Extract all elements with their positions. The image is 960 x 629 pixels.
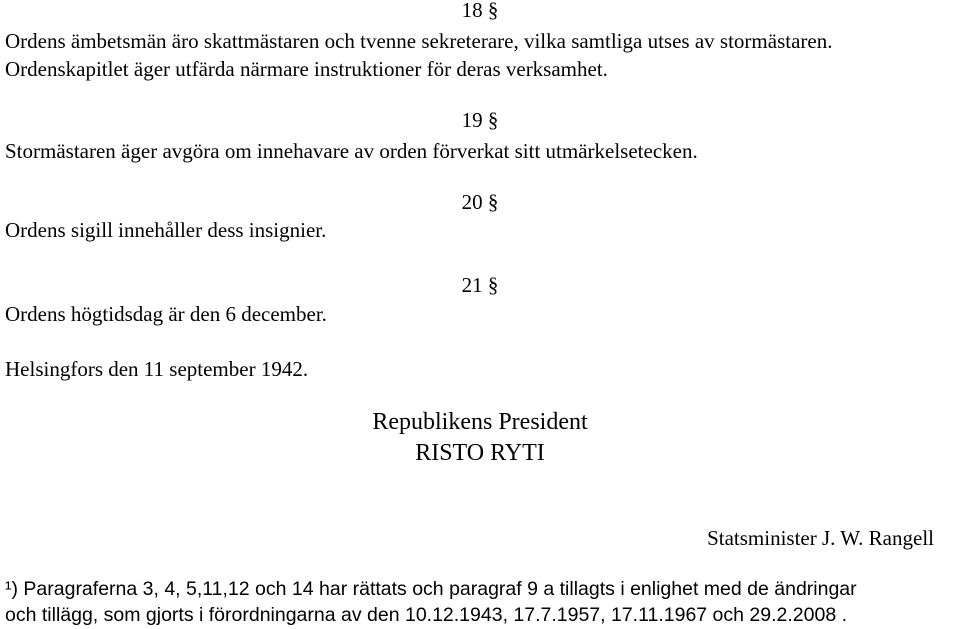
footnote-line-1: ¹) Paragraferna 3, 4, 5,11,12 och 14 har rättats och paragraf 9 a tillagts i enlighet med de ändringar bbox=[5, 578, 857, 600]
section-18-paragraph-1: Ordens ämbetsmän äro skattmästaren och tvenne sekreterare, vilka samtliga utses av stormästaren. bbox=[5, 29, 833, 53]
president-title: Republikens President bbox=[372, 409, 588, 435]
section-20-heading: 20 § bbox=[461, 190, 499, 214]
president-name: RISTO RYTI bbox=[415, 440, 545, 466]
countersignature: Statsminister J. W. Rangell bbox=[707, 526, 934, 550]
section-19-paragraph-1: Stormästaren äger avgöra om innehavare av orden förverkat sitt utmärkelsetecken. bbox=[5, 139, 698, 163]
section-19-heading: 19 § bbox=[461, 108, 499, 132]
section-18-paragraph-2: Ordenskapitlet äger utfärda närmare instruktioner för deras verksamhet. bbox=[5, 57, 608, 81]
footnote-line-2: och tillägg, som gjorts i förordningarna av den 10.12.1943, 17.7.1957, 17.11.1967 och 29.2.2008 . bbox=[5, 604, 847, 626]
section-21-paragraph-1: Ordens högtidsdag är den 6 december. bbox=[5, 302, 327, 326]
section-18-heading: 18 § bbox=[461, 0, 499, 22]
section-21-heading: 21 § bbox=[461, 273, 499, 297]
section-20-paragraph-1: Ordens sigill innehåller dess insignier. bbox=[5, 218, 327, 242]
place-date: Helsingfors den 11 september 1942. bbox=[5, 357, 309, 381]
